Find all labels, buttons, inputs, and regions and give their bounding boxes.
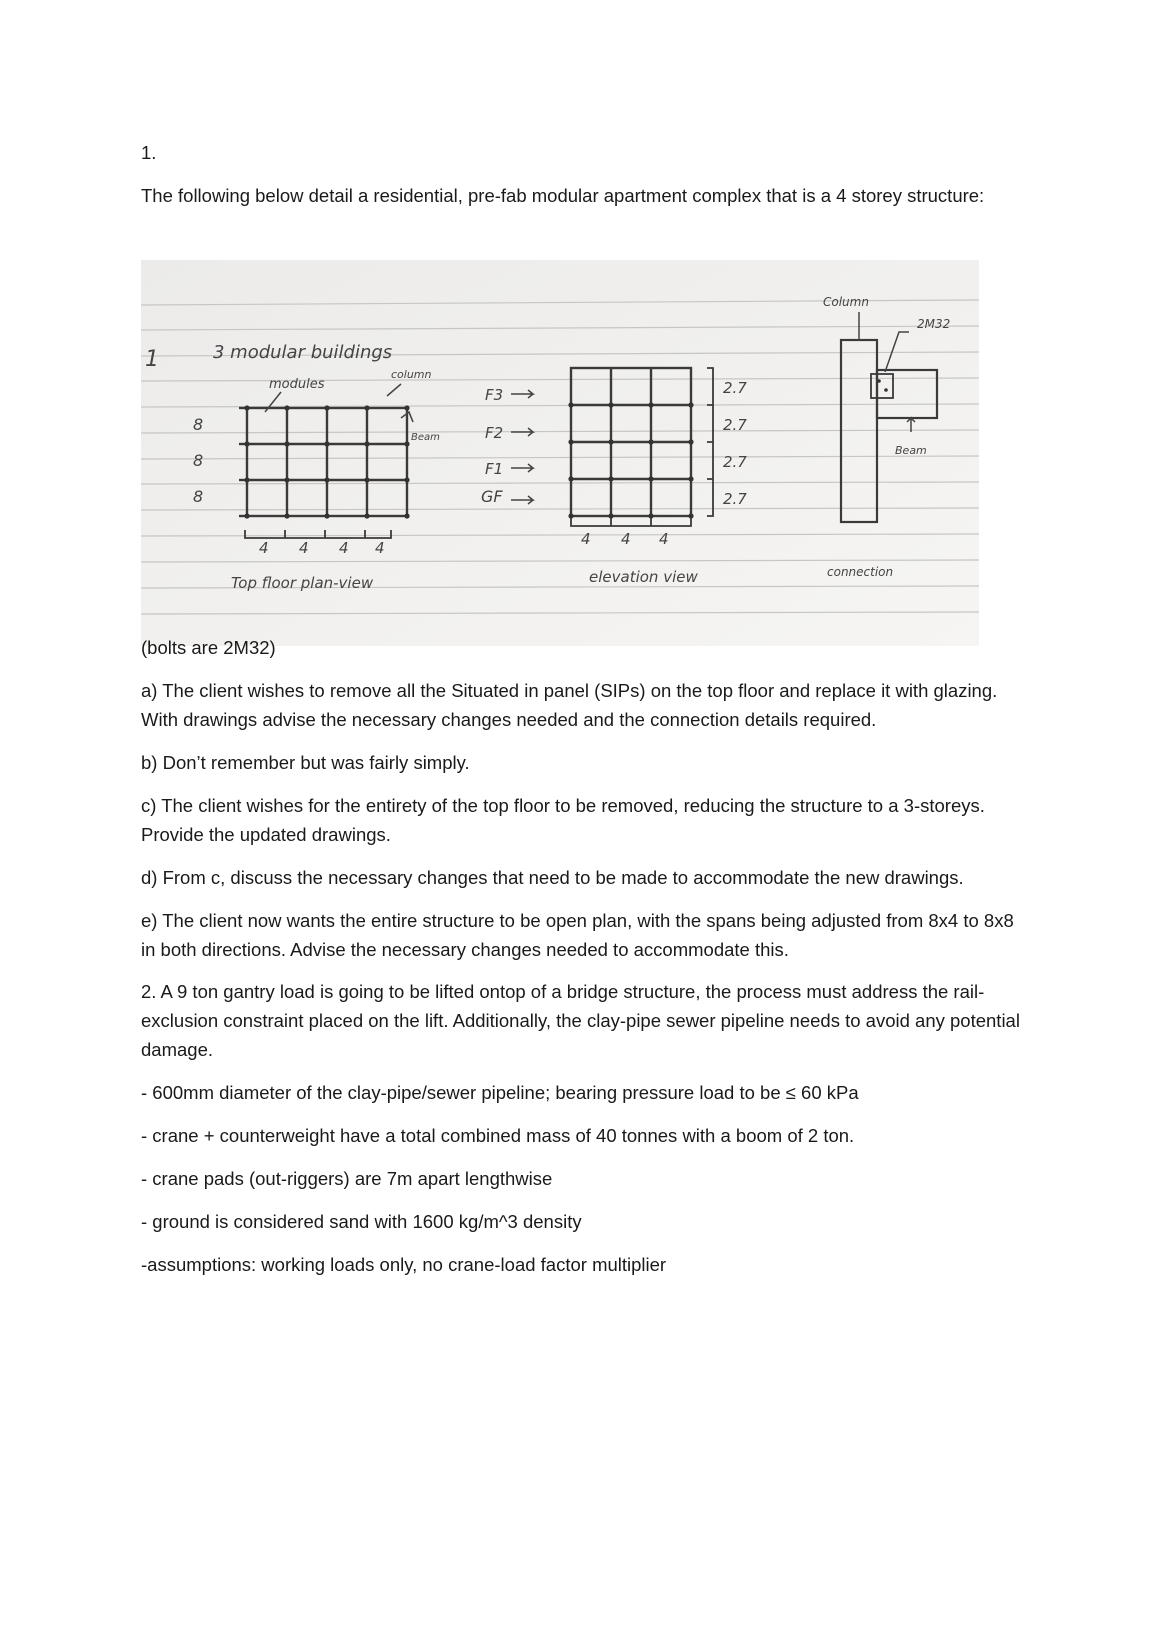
- bullet-assumptions: -assumptions: working loads only, no crane-load factor multiplier: [141, 1254, 667, 1275]
- question-b: b) Don’t remember but was fairly simply.: [141, 752, 470, 773]
- sketch-question-number: 1: [145, 347, 159, 372]
- elevation-col-span-1: 4: [581, 530, 591, 548]
- handwritten-sketch-photo: [141, 260, 979, 646]
- connection-label-bolts: 2M32: [917, 317, 951, 331]
- plan-label-column: column: [391, 368, 432, 381]
- elevation-floor-f2: F2: [485, 424, 504, 442]
- elevation-col-span-3: 4: [659, 530, 669, 548]
- connection-caption: connection: [827, 565, 894, 579]
- question-number: 1.: [141, 142, 157, 163]
- elevation-height-1: 2.7: [723, 379, 747, 397]
- question-d: d) From c, discuss the necessary changes that need to be made to accommodate the new drawings.: [141, 867, 964, 888]
- elevation-floor-f1: F1: [485, 460, 504, 478]
- bolt-icon: [884, 388, 888, 392]
- plan-col-span-4: 4: [375, 539, 385, 557]
- bullet-pipeline: - 600mm diameter of the clay-pipe/sewer pipeline; bearing pressure load to be ≤ 60 kPa: [141, 1082, 859, 1103]
- elevation-caption: elevation view: [589, 568, 698, 586]
- elevation-height-4: 2.7: [723, 490, 747, 508]
- plan-row-span-1: 8: [193, 415, 204, 434]
- plan-label-modules: modules: [269, 377, 325, 392]
- plan-col-span-1: 4: [259, 539, 269, 557]
- plan-row-span-2: 8: [193, 451, 204, 470]
- plan-col-span-2: 4: [299, 539, 309, 557]
- sketch-title: 3 modular buildings: [213, 342, 393, 363]
- elevation-floor-f3: F3: [485, 386, 504, 404]
- question-c: c) The client wishes for the entirety of the top floor to be removed, reducing the structure to a 3-storeys. Provide the updated drawings.: [141, 795, 985, 845]
- question-e: e) The client now wants the entire structure to be open plan, with the spans being adjusted from 8x4 to 8x8 in both directions. Advise the necessary changes needed to accommodate this.: [141, 910, 1014, 960]
- question-2: 2. A 9 ton gantry load is going to be lifted ontop of a bridge structure, the process must address the rail-exclusion constraint placed on the lift. Additionally, the clay-pipe sewer pipeline needs to avoid any potential damage.: [141, 981, 1020, 1060]
- elevation-floor-gf: GF: [481, 487, 503, 506]
- plan-caption: Top floor plan-view: [231, 574, 374, 592]
- bolts-note: (bolts are 2M32): [141, 637, 276, 658]
- bullet-ground: - ground is considered sand with 1600 kg/m^3 density: [141, 1211, 582, 1232]
- bolt-icon: [877, 379, 881, 383]
- elevation-height-3: 2.7: [723, 453, 747, 471]
- plan-col-span-3: 4: [339, 539, 349, 557]
- plan-row-span-3: 8: [193, 487, 204, 506]
- bullet-crane-mass: - crane + counterweight have a total combined mass of 40 tonnes with a boom of 2 ton.: [141, 1125, 855, 1146]
- intro-paragraph: The following below detail a residential, pre-fab modular apartment complex that is a 4 storey structure:: [141, 185, 985, 206]
- question-a: a) The client wishes to remove all the Situated in panel (SIPs) on the top floor and replace it with glazing. With drawings advise the necessary changes needed and the connection details required.: [141, 680, 998, 730]
- elevation-col-span-2: 4: [621, 530, 631, 548]
- connection-label-beam: Beam: [895, 444, 927, 457]
- bullet-crane-pads: - crane pads (out-riggers) are 7m apart lengthwise: [141, 1168, 553, 1189]
- plan-label-beam: Beam: [411, 432, 440, 443]
- elevation-height-2: 2.7: [723, 416, 747, 434]
- connection-label-column: Column: [823, 295, 869, 309]
